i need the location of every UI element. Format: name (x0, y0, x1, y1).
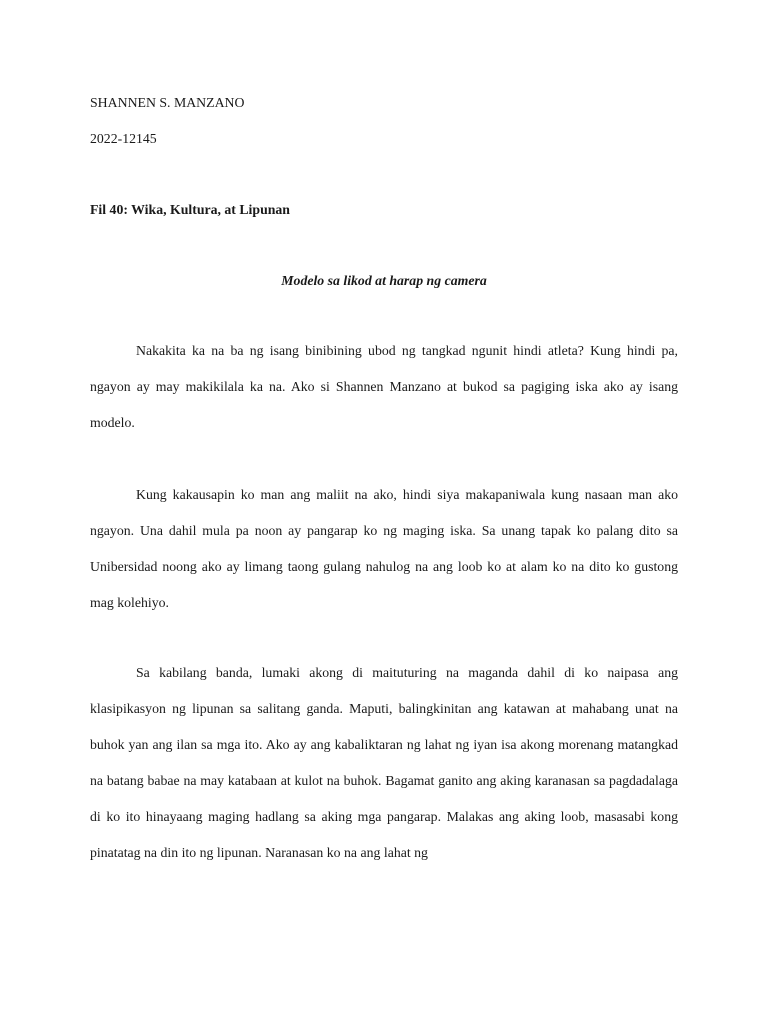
paragraph-3: Sa kabilang banda, lumaki akong di maituturing na maganda dahil di ko naipasa ang klasipikasyon ng lipunan sa salitang ganda. Maputi, balingkinitan ang katawan at mahabang unat na buhok yan ang ilan sa mga ito. Ako ay ang kabaliktaran ng lahat ng iyan isa akong morenang matangkad na batang babae na may katabaan at kulot na buhok. Bagamat ganito ang aking karanasan sa pagdadalaga di ko ito hinayaang maging hadlang sa aking mga pangarap. Malakas ang aking loob, masasabi kong pinatatag na din ito ng lipunan. Naranasan ko na ang lahat ng (90, 665, 678, 860)
paragraph-1: Nakakita ka na ba ng isang binibining ubod ng tangkad ngunit hindi atleta? Kung hindi pa, ngayon ay may makikilala ka na. Ako si Shannen Manzano at bukod sa pagiging iska ako ay isang modelo. (90, 343, 678, 430)
essay-title: Modelo sa likod at harap ng camera (281, 273, 487, 288)
student-number: 2022-12145 (90, 131, 157, 146)
course-title: Fil 40: Wika, Kultura, at Lipunan (90, 202, 290, 217)
paragraph-2: Kung kakausapin ko man ang maliit na ako, hindi siya makapaniwala kung nasaan man ako ngayon. Una dahil mula pa noon ay pangarap ko ng maging iska. Sa unang tapak ko palang dito sa Unibersidad noong ako ay limang taong gulang nahulog na ang loob ko at alam ko na dito ko gustong mag kolehiyo. (90, 487, 678, 610)
author-name: SHANNEN S. MANZANO (90, 95, 245, 110)
